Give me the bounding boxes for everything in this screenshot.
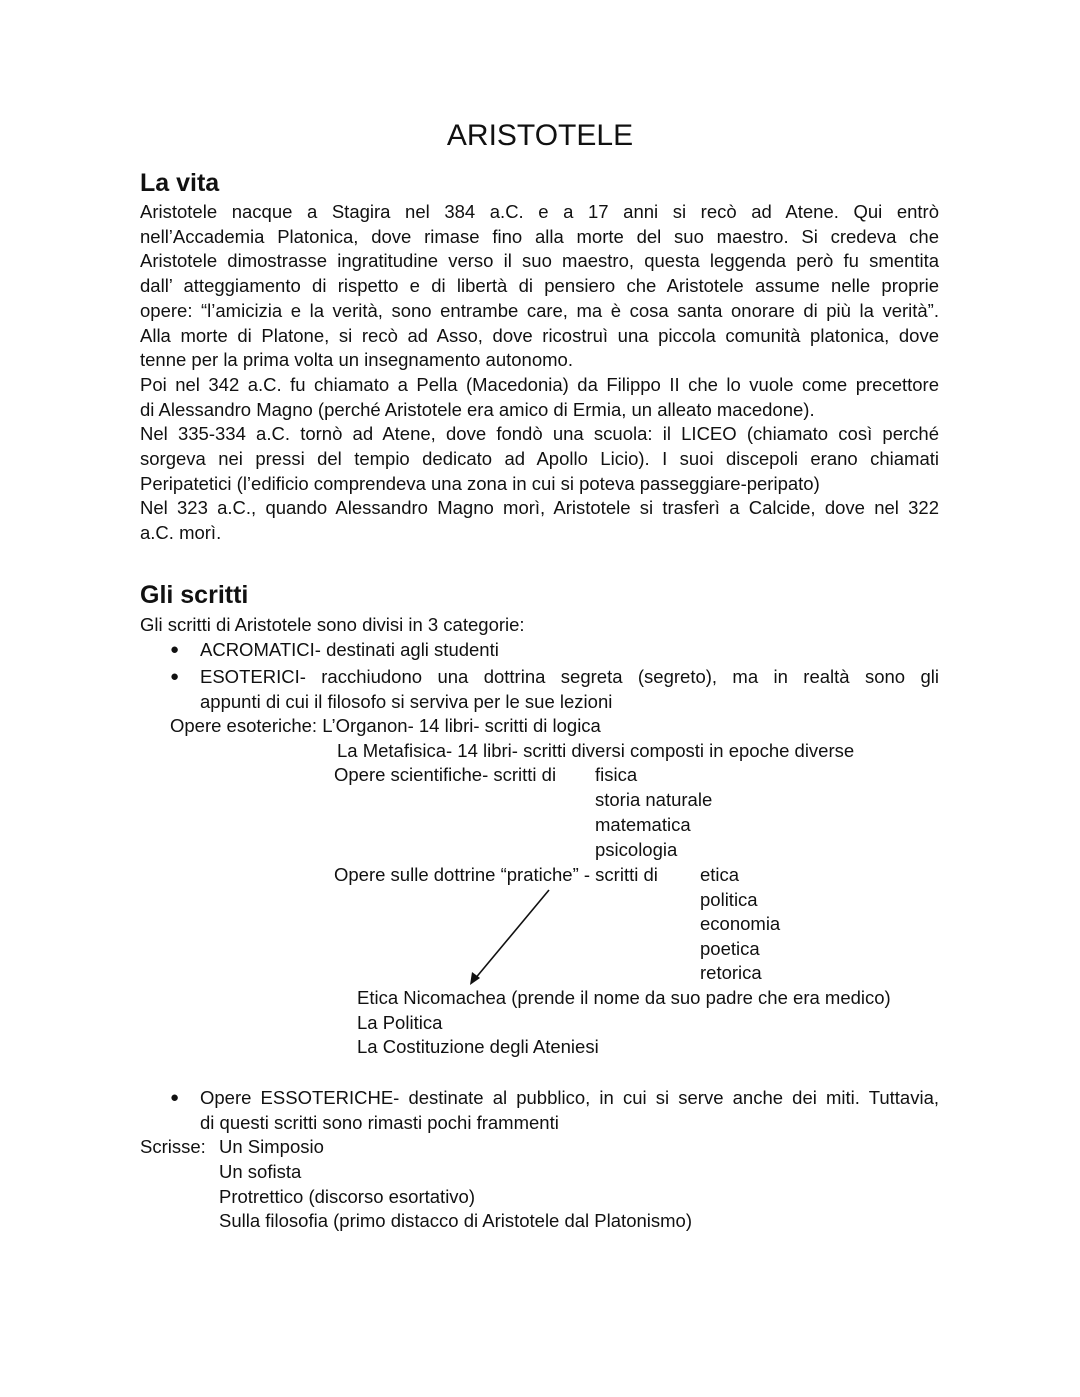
section-heading-vita: La vita (140, 169, 220, 197)
vita-line: sorgeva nei pressi del tempio dedicato ad Apollo Licio). I suoi discepoli erano chiamati (140, 448, 939, 470)
pratiche-label: Opere sulle dottrine “pratiche” - scritti di (334, 864, 658, 885)
scrisse-item: Sulla filosofia (primo distacco di Aristotele dal Platonismo) (219, 1210, 692, 1231)
esoteriche-label: Opere esoteriche: L’Organon- 14 libri- scritti di logica (170, 715, 601, 736)
page-title: ARISTOTELE (446, 119, 634, 152)
vita-line: Peripatetici (l’edificio comprendeva una zona in cui si poteva passeggiare-peripato) (140, 472, 820, 494)
vita-line: dall’ atteggiamento di rispetto e di libertà di pensiero che Aristotele assume nelle proprie (140, 275, 939, 297)
scrisse-label: Scrisse: (140, 1136, 206, 1157)
vita-line: Aristotele nacque a Stagira nel 384 a.C. e a 17 anni si recò ad Atene. Qui entrò (140, 201, 939, 222)
scritti-intro: Gli scritti di Aristotele sono divisi in 3 categorie: (140, 614, 525, 635)
vita-line: a.C. morì. (140, 522, 222, 544)
scrisse-item: Protrettico (discorso esortativo) (219, 1186, 476, 1207)
section-heading-scritti: Gli scritti (140, 581, 249, 609)
metafisica-line: La Metafisica- 14 libri- scritti diversi composti in epoche diverse (337, 740, 855, 761)
bullet-line: Opere ESSOTERICHE- destinate al pubblico, in cui si serve anche dei miti. Tuttavia, (200, 1087, 939, 1108)
bullet-line: ESOTERICI- racchiudono una dottrina segreta (segreto), ma in realtà sono gli (200, 666, 939, 687)
pratiche-item: retorica (700, 962, 762, 983)
bullet-icon: ● (170, 668, 180, 685)
vita-line: Poi nel 342 a.C. fu chiamato a Pella (Macedonia) da Filippo II che lo vuole come precettore (140, 373, 939, 395)
scientifiche-item: fisica (595, 764, 638, 785)
vita-line: Alla morte di Platone, si recò ad Asso, dove ricostruì una piccola comunità platonica, dove (140, 324, 939, 346)
scientifiche-item: matematica (595, 814, 691, 835)
bullet-text (200, 1086, 939, 1135)
vita-line: Nel 335-334 a.C. tornò ad Atene, dove fondò una scuola: il LICEO (chiamato così perché (140, 423, 939, 445)
etica-work: La Costituzione degli Ateniesi (357, 1036, 599, 1057)
etica-work: La Politica (357, 1012, 443, 1033)
pratiche-item: politica (700, 889, 758, 910)
scientifiche-item: storia naturale (595, 789, 713, 810)
list-item (160, 1086, 940, 1136)
vita-line: di Alessandro Magno (perché Aristotele era amico di Ermia, un alleato macedone). (140, 398, 815, 420)
bullet-icon: ● (170, 641, 180, 658)
bullet-line: appunti di cui il filosofo si serviva per le sue lezioni (200, 690, 613, 712)
vita-line: Aristotele dimostrasse ingratitudine verso il suo maestro, questa leggenda però fu smentita (140, 250, 939, 272)
pratiche-item: poetica (700, 938, 760, 959)
vita-line: tenne per la prima volta un insegnamento autonomo. (140, 349, 573, 371)
bullet-line: di questi scritti sono rimasti pochi frammenti (200, 1111, 559, 1133)
pratiche-item: etica (700, 864, 740, 885)
bullet-icon: ● (170, 1089, 180, 1106)
scrisse-item: Un sofista (219, 1161, 302, 1182)
scientifiche-item: psicologia (595, 839, 678, 860)
scrisse-item: Un Simposio (219, 1136, 324, 1157)
etica-work: Etica Nicomachea (prende il nome da suo padre che era medico) (357, 987, 891, 1008)
vita-line: nell’Accademia Platonica, dove rimase fino alla morte del suo maestro. Si credeva che (140, 225, 939, 247)
scientifiche-label: Opere scientifiche- scritti di (334, 764, 557, 785)
bullet-text: ACROMATICI- destinati agli studenti (200, 639, 499, 660)
pratiche-item: economia (700, 913, 781, 934)
vita-line: Nel 323 a.C., quando Alessandro Magno morì, Aristotele si trasferì a Calcide, dove nel 322 (140, 497, 939, 519)
vita-line: opere: “l’amicizia e la verità, sono entrambe care, ma è cosa santa onorare di più la verità”. (140, 299, 939, 321)
